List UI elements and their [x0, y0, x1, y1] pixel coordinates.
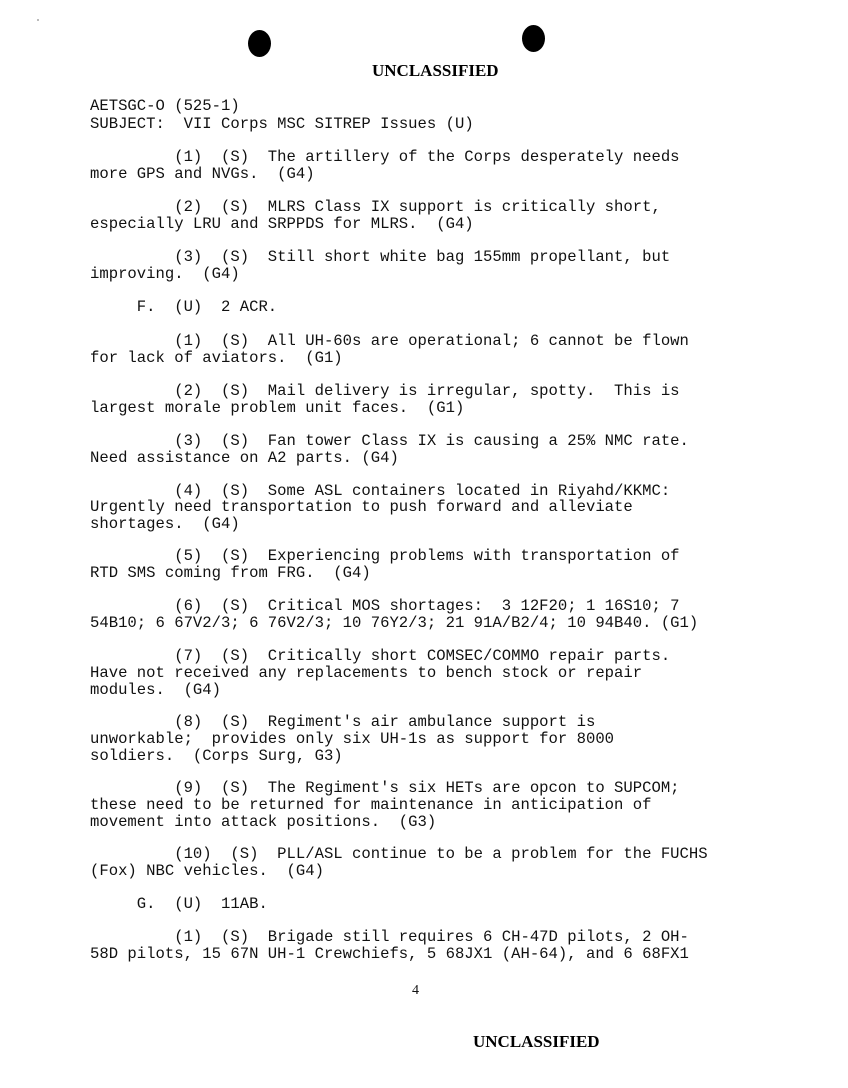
memo-line: (1) (S) The artillery of the Corps desperately needs: [90, 148, 680, 166]
memo-line: Have not received any replacements to bench stock or repair: [90, 664, 643, 682]
memo-line: shortages. (G4): [90, 515, 240, 533]
memo-line: (3) (S) Still short white bag 155mm propellant, but: [90, 248, 671, 266]
memo-line: (6) (S) Critical MOS shortages: 3 12F20; 1 16S10; 7: [90, 597, 680, 615]
memo-line: improving. (G4): [90, 265, 240, 283]
office-symbol: AETSGC-O (525-1): [90, 97, 240, 115]
memo-line: largest morale problem unit faces. (G1): [90, 399, 465, 417]
punch-hole-right: [522, 25, 545, 52]
memo-line: (5) (S) Experiencing problems with transportation of: [90, 547, 680, 565]
section-heading: G. (U) 11AB.: [90, 895, 268, 913]
memo-line: (10) (S) PLL/ASL continue to be a problem for the FUCHS: [90, 845, 708, 863]
memo-line: especially LRU and SRPPDS for MLRS. (G4): [90, 215, 474, 233]
memo-line: 58D pilots, 15 67N UH-1 Crewchiefs, 5 68JX1 (AH-64), and 6 68FX1: [90, 945, 689, 963]
memo-line: (2) (S) MLRS Class IX support is critically short,: [90, 198, 661, 216]
subject-line: [90, 116, 474, 133]
memo-line: (Fox) NBC vehicles. (G4): [90, 862, 324, 880]
page-number: 4: [412, 983, 419, 998]
memo-line: (4) (S) Some ASL containers located in Riyahd/KKMC:: [90, 482, 671, 500]
memo-line: these need to be returned for maintenance in anticipation of: [90, 796, 652, 814]
memo-line: (8) (S) Regiment's air ambulance support is: [90, 713, 596, 731]
classification-footer: UNCLASSIFIED: [473, 1032, 600, 1051]
memo-line: (9) (S) The Regiment's six HETs are opcon to SUPCOM;: [90, 779, 680, 797]
memo-line: (1) (S) Brigade still requires 6 CH-47D pilots, 2 OH-: [90, 928, 689, 946]
memo-line: (1) (S) All UH-60s are operational; 6 cannot be flown: [90, 332, 689, 350]
punch-hole-left: [248, 30, 271, 57]
memo-line: movement into attack positions. (G3): [90, 813, 437, 831]
subject-text: VII Corps MSC SITREP Issues (U): [183, 115, 474, 133]
memo-line: Urgently need transportation to push forward and alleviate: [90, 498, 633, 516]
memo-line: modules. (G4): [90, 681, 222, 699]
memo-line: (2) (S) Mail delivery is irregular, spotty. This is: [90, 382, 680, 400]
subject-label: SUBJECT:: [90, 115, 165, 133]
memo-line: more GPS and NVGs. (G4): [90, 165, 315, 183]
memo-line: (3) (S) Fan tower Class IX is causing a 25% NMC rate.: [90, 432, 689, 450]
classification-header: UNCLASSIFIED: [372, 61, 499, 80]
section-heading: F. (U) 2 ACR.: [90, 298, 278, 316]
memo-line: for lack of aviators. (G1): [90, 349, 343, 367]
memo-line: unworkable; provides only six UH-1s as support for 8000: [90, 730, 615, 748]
memo-line: soldiers. (Corps Surg, G3): [90, 747, 343, 765]
memo-line: Need assistance on A2 parts. (G4): [90, 449, 399, 467]
scan-speck: [37, 19, 39, 21]
memo-line: (7) (S) Critically short COMSEC/COMMO repair parts.: [90, 647, 671, 665]
memo-line: RTD SMS coming from FRG. (G4): [90, 564, 371, 582]
memo-line: 54B10; 6 67V2/3; 6 76V2/3; 10 76Y2/3; 21 91A/B2/4; 10 94B40. (G1): [90, 614, 699, 632]
